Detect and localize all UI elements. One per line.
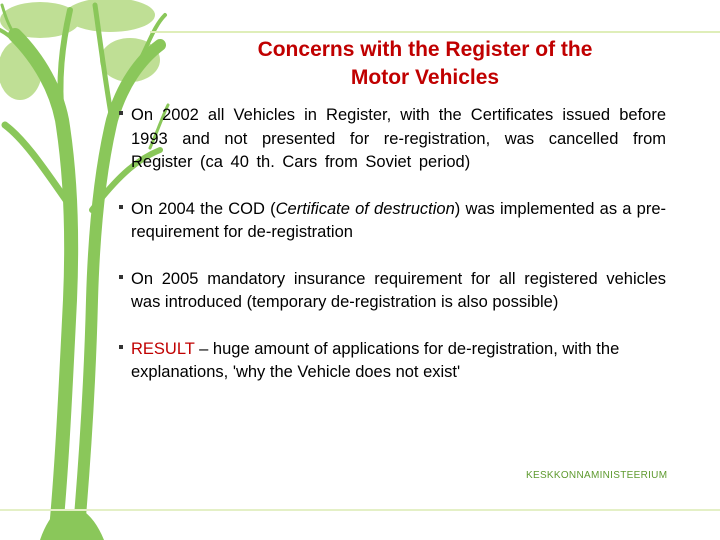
title-line-1: Concerns with the Register of the bbox=[257, 38, 593, 61]
bullet-text: – huge amount of applications for de-registration, with the explanations, 'why the Vehicle does not exist' bbox=[131, 339, 620, 381]
result-highlight: RESULT bbox=[131, 339, 195, 358]
bullet-item bbox=[131, 198, 666, 245]
bullet-item bbox=[131, 104, 666, 175]
bullet-text: On 2002 all Vehicles in Register, with the Certificates issued before 1993 and not presented for re-registration, was cancelled from Register (ca 40 th. Cars from Soviet period) bbox=[131, 106, 666, 171]
bullet-text-italic: Certificate of destruction bbox=[275, 199, 455, 218]
slide-title bbox=[180, 36, 670, 92]
bullet-text: On 2005 mandatory insurance requirement for all registered vehicles was introduced (temporary de-registration is also possible) bbox=[131, 269, 666, 311]
top-divider bbox=[150, 31, 720, 33]
title-line-2: Motor Vehicles bbox=[350, 66, 500, 89]
ministry-logo: KESKKONNAMINISTEERIUM bbox=[526, 470, 668, 481]
bullet-item bbox=[131, 338, 666, 385]
bullet-item bbox=[131, 268, 666, 315]
bottom-divider bbox=[0, 509, 720, 511]
bullet-text-pre: On 2004 the COD ( bbox=[131, 199, 276, 218]
bullet-text-post: ) was implemented as a pre-requirement for de-registration bbox=[131, 199, 667, 241]
bullet-list bbox=[131, 104, 666, 408]
